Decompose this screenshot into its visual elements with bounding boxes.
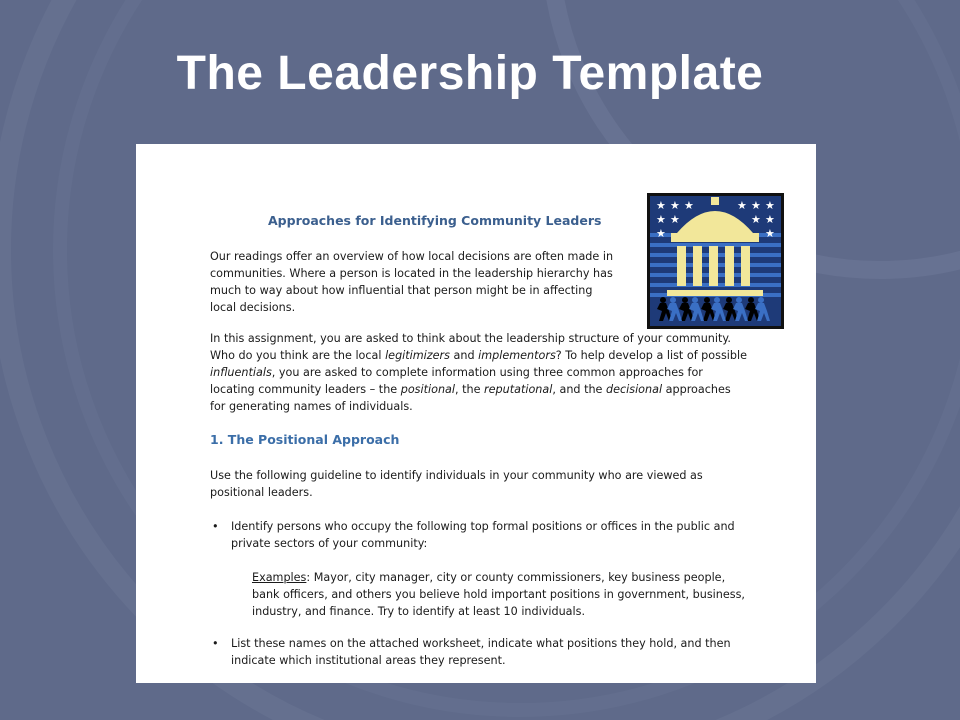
term-influentials: influentials (210, 366, 272, 379)
examples-text: : Mayor, city manager, city or county commissioners, key business people, bank officers, and others you believe hold important positions in government, business, industry, and finance. Try to identify at least 10 individuals. (252, 571, 745, 618)
term-positional: positional (400, 383, 456, 396)
section-heading: 1. The Positional Approach (210, 432, 400, 447)
svg-text:★: ★ (656, 213, 666, 226)
para-text: , the (455, 383, 485, 396)
para-text: In this assignment, you are asked to think about the leadership structure of your community. Who do you think are the local (210, 332, 731, 362)
capitol-building-logo-icon (647, 193, 784, 329)
bullet-icon: • (212, 520, 219, 533)
svg-text:★: ★ (751, 213, 761, 226)
svg-text:★: ★ (751, 199, 761, 212)
para-text: and (449, 349, 479, 362)
svg-text:★: ★ (765, 199, 775, 212)
para-text: approaches for generating names of individuals. (210, 383, 731, 413)
document-image (136, 144, 816, 683)
para-text: , you are asked to complete information using three common approaches for locating community leaders – the (210, 366, 703, 396)
svg-text:★: ★ (684, 199, 694, 212)
assignment-paragraph (210, 330, 748, 415)
term-decisional: decisional (606, 383, 663, 396)
slide-title: The Leadership Template (176, 47, 764, 100)
svg-text:★: ★ (765, 227, 775, 240)
svg-text:★: ★ (656, 227, 666, 240)
svg-text:★: ★ (656, 199, 666, 212)
svg-text:★: ★ (765, 213, 775, 226)
bullet-text: Identify persons who occupy the following top formal positions or offices in the public and private sectors of your community: (231, 520, 735, 550)
bullet-text: List these names on the attached worksheet, indicate what positions they hold, and then indicate which institutional areas they represent. (231, 637, 731, 667)
term-implementors: implementors (478, 349, 556, 362)
svg-text:★: ★ (737, 199, 747, 212)
examples-label: Examples (252, 571, 307, 584)
examples-paragraph (252, 569, 752, 620)
svg-text:★: ★ (670, 213, 680, 226)
document-title: Approaches for Identifying Community Leaders (268, 213, 602, 228)
term-reputational: reputational (484, 383, 553, 396)
svg-text:★: ★ (670, 199, 680, 212)
guideline-paragraph: Use the following guideline to identify individuals in your community who are viewed as positional leaders. (210, 469, 703, 499)
intro-paragraph: Our readings offer an overview of how local decisions are often made in communities. Where a person is located in the leadership hierarchy has much to way about how influential that person might be in affecting local decisions. (210, 250, 614, 314)
bullet-icon: • (212, 637, 219, 650)
para-text: , and the (552, 383, 606, 396)
para-text: ? To help develop a list of possible (555, 349, 747, 362)
term-legitimizers: legitimizers (385, 349, 450, 362)
